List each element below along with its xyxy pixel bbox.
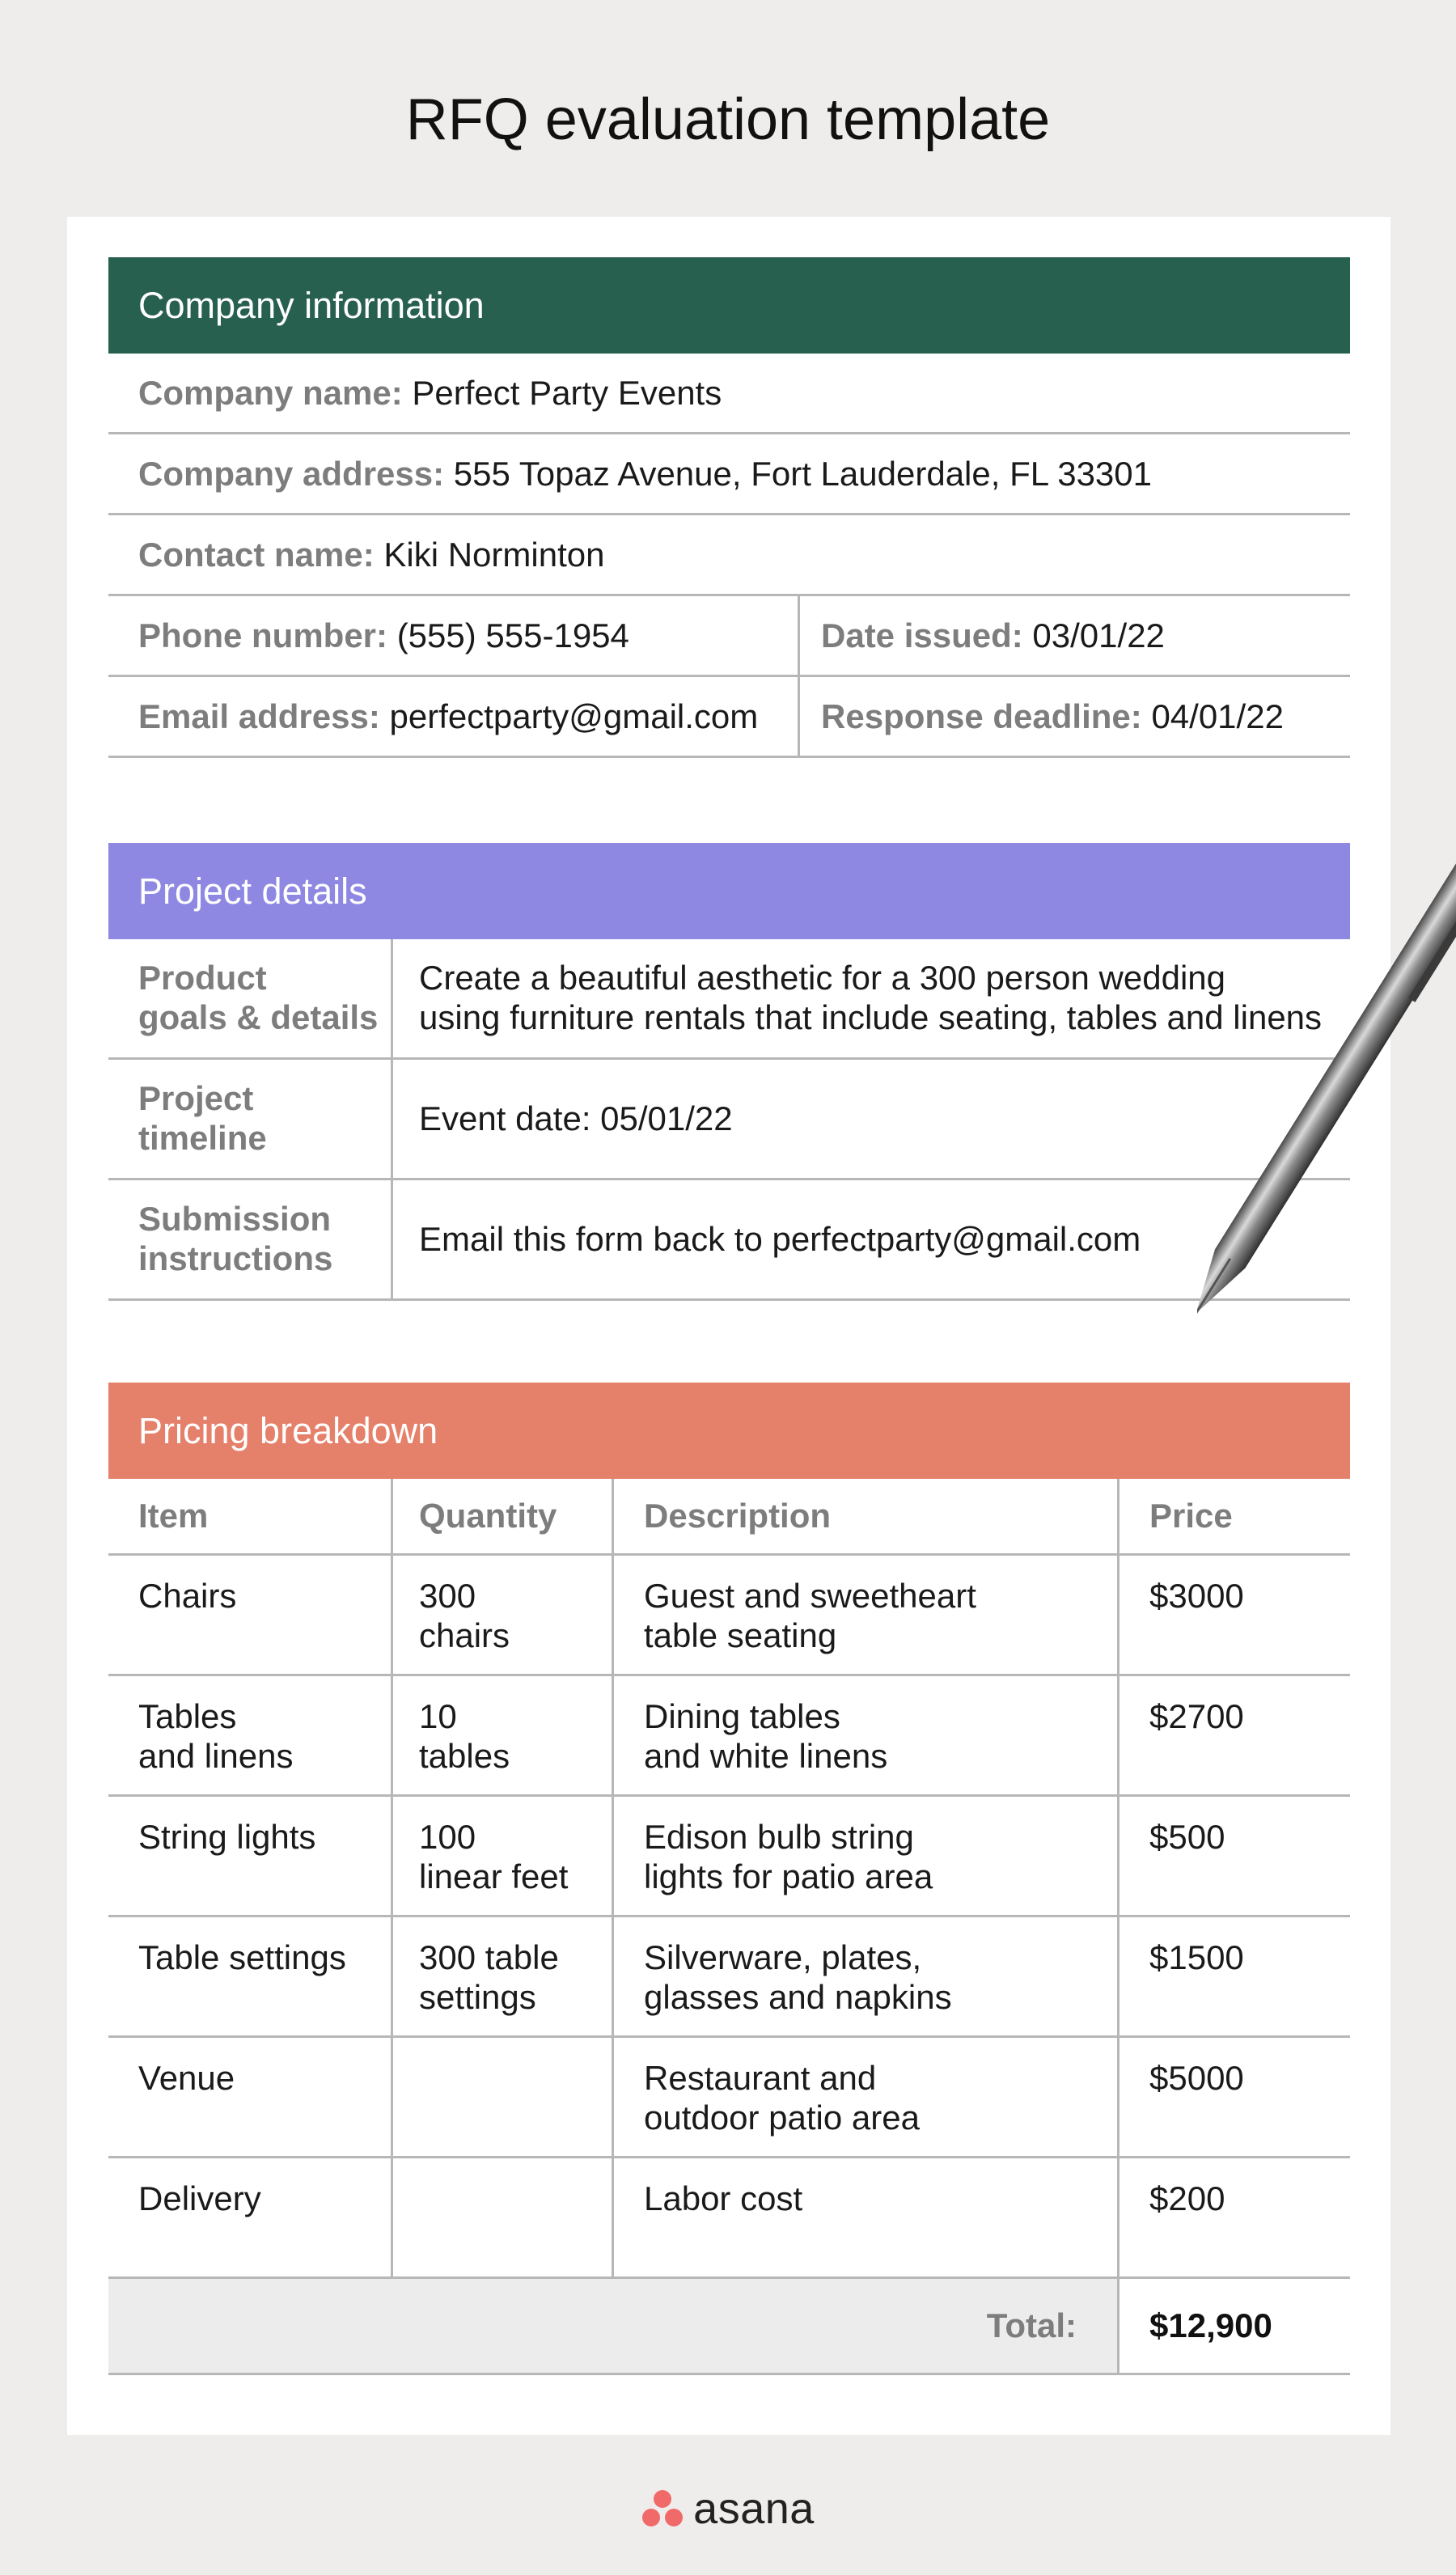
table-row: [108, 2158, 1350, 2279]
table-row: [108, 1676, 1350, 1797]
page-title: RFQ evaluation template: [405, 87, 1051, 152]
contact-name-value: Kiki Norminton: [383, 535, 605, 574]
column-header-price: Price: [1149, 1496, 1233, 1535]
description-cell: Silverware, plates, glasses and napkins: [614, 1917, 1120, 2035]
quantity-cell: 300 chairs: [393, 1556, 614, 1674]
column-header-description: Description: [614, 1479, 1120, 1553]
quantity-cell: 10 tables: [393, 1676, 614, 1794]
project-details-heading: Project details: [138, 870, 367, 912]
phone-number-label: Phone number:: [138, 616, 388, 654]
price-cell: $1500: [1149, 1938, 1244, 1976]
item-cell: Delivery: [108, 2158, 393, 2276]
column-header-quantity: Quantity: [393, 1479, 614, 1553]
price-cell: $3000: [1149, 1577, 1244, 1615]
table-row: [108, 1797, 1350, 1917]
response-deadline-label: Response deadline:: [821, 697, 1142, 735]
project-row: [108, 1180, 1350, 1301]
item-cell: String lights: [108, 1797, 393, 1915]
company-info-section: [108, 257, 1350, 758]
email-deadline-row: [108, 677, 1350, 758]
project-row-value: Create a beautiful aesthetic for a 300 person wedding using furniture rentals that include seating, tables and linens: [419, 959, 1323, 1036]
date-issued-value: 03/01/22: [1032, 616, 1165, 654]
description-cell: Edison bulb string lights for patio area: [614, 1797, 1120, 1915]
column-header-item: Item: [108, 1479, 393, 1553]
quantity-cell: [393, 2038, 614, 2156]
company-address-row: [108, 434, 1350, 515]
project-row: [108, 939, 1350, 1060]
pricing-table-header: [108, 1479, 1350, 1556]
price-cell: $2700: [1149, 1697, 1244, 1735]
response-deadline-value: 04/01/22: [1151, 697, 1284, 735]
table-row: [108, 1917, 1350, 2038]
project-row-label: Project timeline: [138, 1079, 267, 1157]
project-row-value: Email this form back to perfectparty@gmail.com: [419, 1219, 1141, 1258]
project-row-label: Submission instructions: [138, 1200, 333, 1277]
phone-number-value: (555) 555-1954: [396, 616, 629, 654]
description-cell: Labor cost: [614, 2158, 1120, 2276]
table-row: [108, 1556, 1350, 1676]
contact-name-label: Contact name:: [138, 535, 375, 574]
price-cell: $200: [1149, 2179, 1225, 2217]
rfq-card: [67, 217, 1390, 2435]
price-cell: $500: [1149, 1818, 1225, 1856]
company-info-header: [108, 257, 1350, 354]
project-details-section: [108, 843, 1350, 1301]
quantity-cell: [393, 2158, 614, 2276]
project-details-header: [108, 843, 1350, 939]
email-address-label: Email address:: [138, 697, 380, 735]
phone-date-row: [108, 596, 1350, 677]
project-row: [108, 1060, 1350, 1180]
description-cell: Guest and sweetheart table seating: [614, 1556, 1120, 1674]
company-name-row: [108, 354, 1350, 434]
quantity-cell: 300 table settings: [393, 1917, 614, 2035]
asana-logo: [0, 2484, 1456, 2534]
description-cell: Dining tables and white linens: [614, 1676, 1120, 1794]
total-row: [108, 2279, 1350, 2375]
pricing-section: [108, 1383, 1350, 2375]
date-issued-label: Date issued:: [821, 616, 1023, 654]
project-row-value: Event date: 05/01/22: [419, 1099, 733, 1137]
company-name-label: Company name:: [138, 373, 403, 412]
table-row: [108, 2038, 1350, 2158]
description-cell: Restaurant and outdoor patio area: [614, 2038, 1120, 2156]
asana-dots-icon: [641, 2489, 684, 2528]
price-cell: $5000: [1149, 2059, 1244, 2097]
quantity-cell: 100 linear feet: [393, 1797, 614, 1915]
item-cell: Table settings: [108, 1917, 393, 2035]
item-cell: Venue: [108, 2038, 393, 2156]
email-address-value: perfectparty@gmail.com: [389, 697, 759, 735]
project-row-label: Product goals & details: [138, 959, 379, 1036]
item-cell: Chairs: [108, 1556, 393, 1674]
total-value: $12,900: [1120, 2279, 1350, 2373]
company-address-value: 555 Topaz Avenue, Fort Lauderdale, FL 33301: [453, 454, 1152, 493]
company-address-label: Company address:: [138, 454, 445, 493]
company-name-value: Perfect Party Events: [412, 373, 722, 412]
pricing-header: [108, 1383, 1350, 1479]
item-cell: Tables and linens: [108, 1676, 393, 1794]
contact-name-row: [108, 515, 1350, 596]
company-info-heading: Company information: [138, 284, 485, 326]
pen-icon: [1197, 833, 1456, 1375]
asana-wordmark: asana: [693, 2484, 815, 2533]
pricing-heading: Pricing breakdown: [138, 1409, 438, 1451]
total-label: Total:: [108, 2279, 1120, 2373]
